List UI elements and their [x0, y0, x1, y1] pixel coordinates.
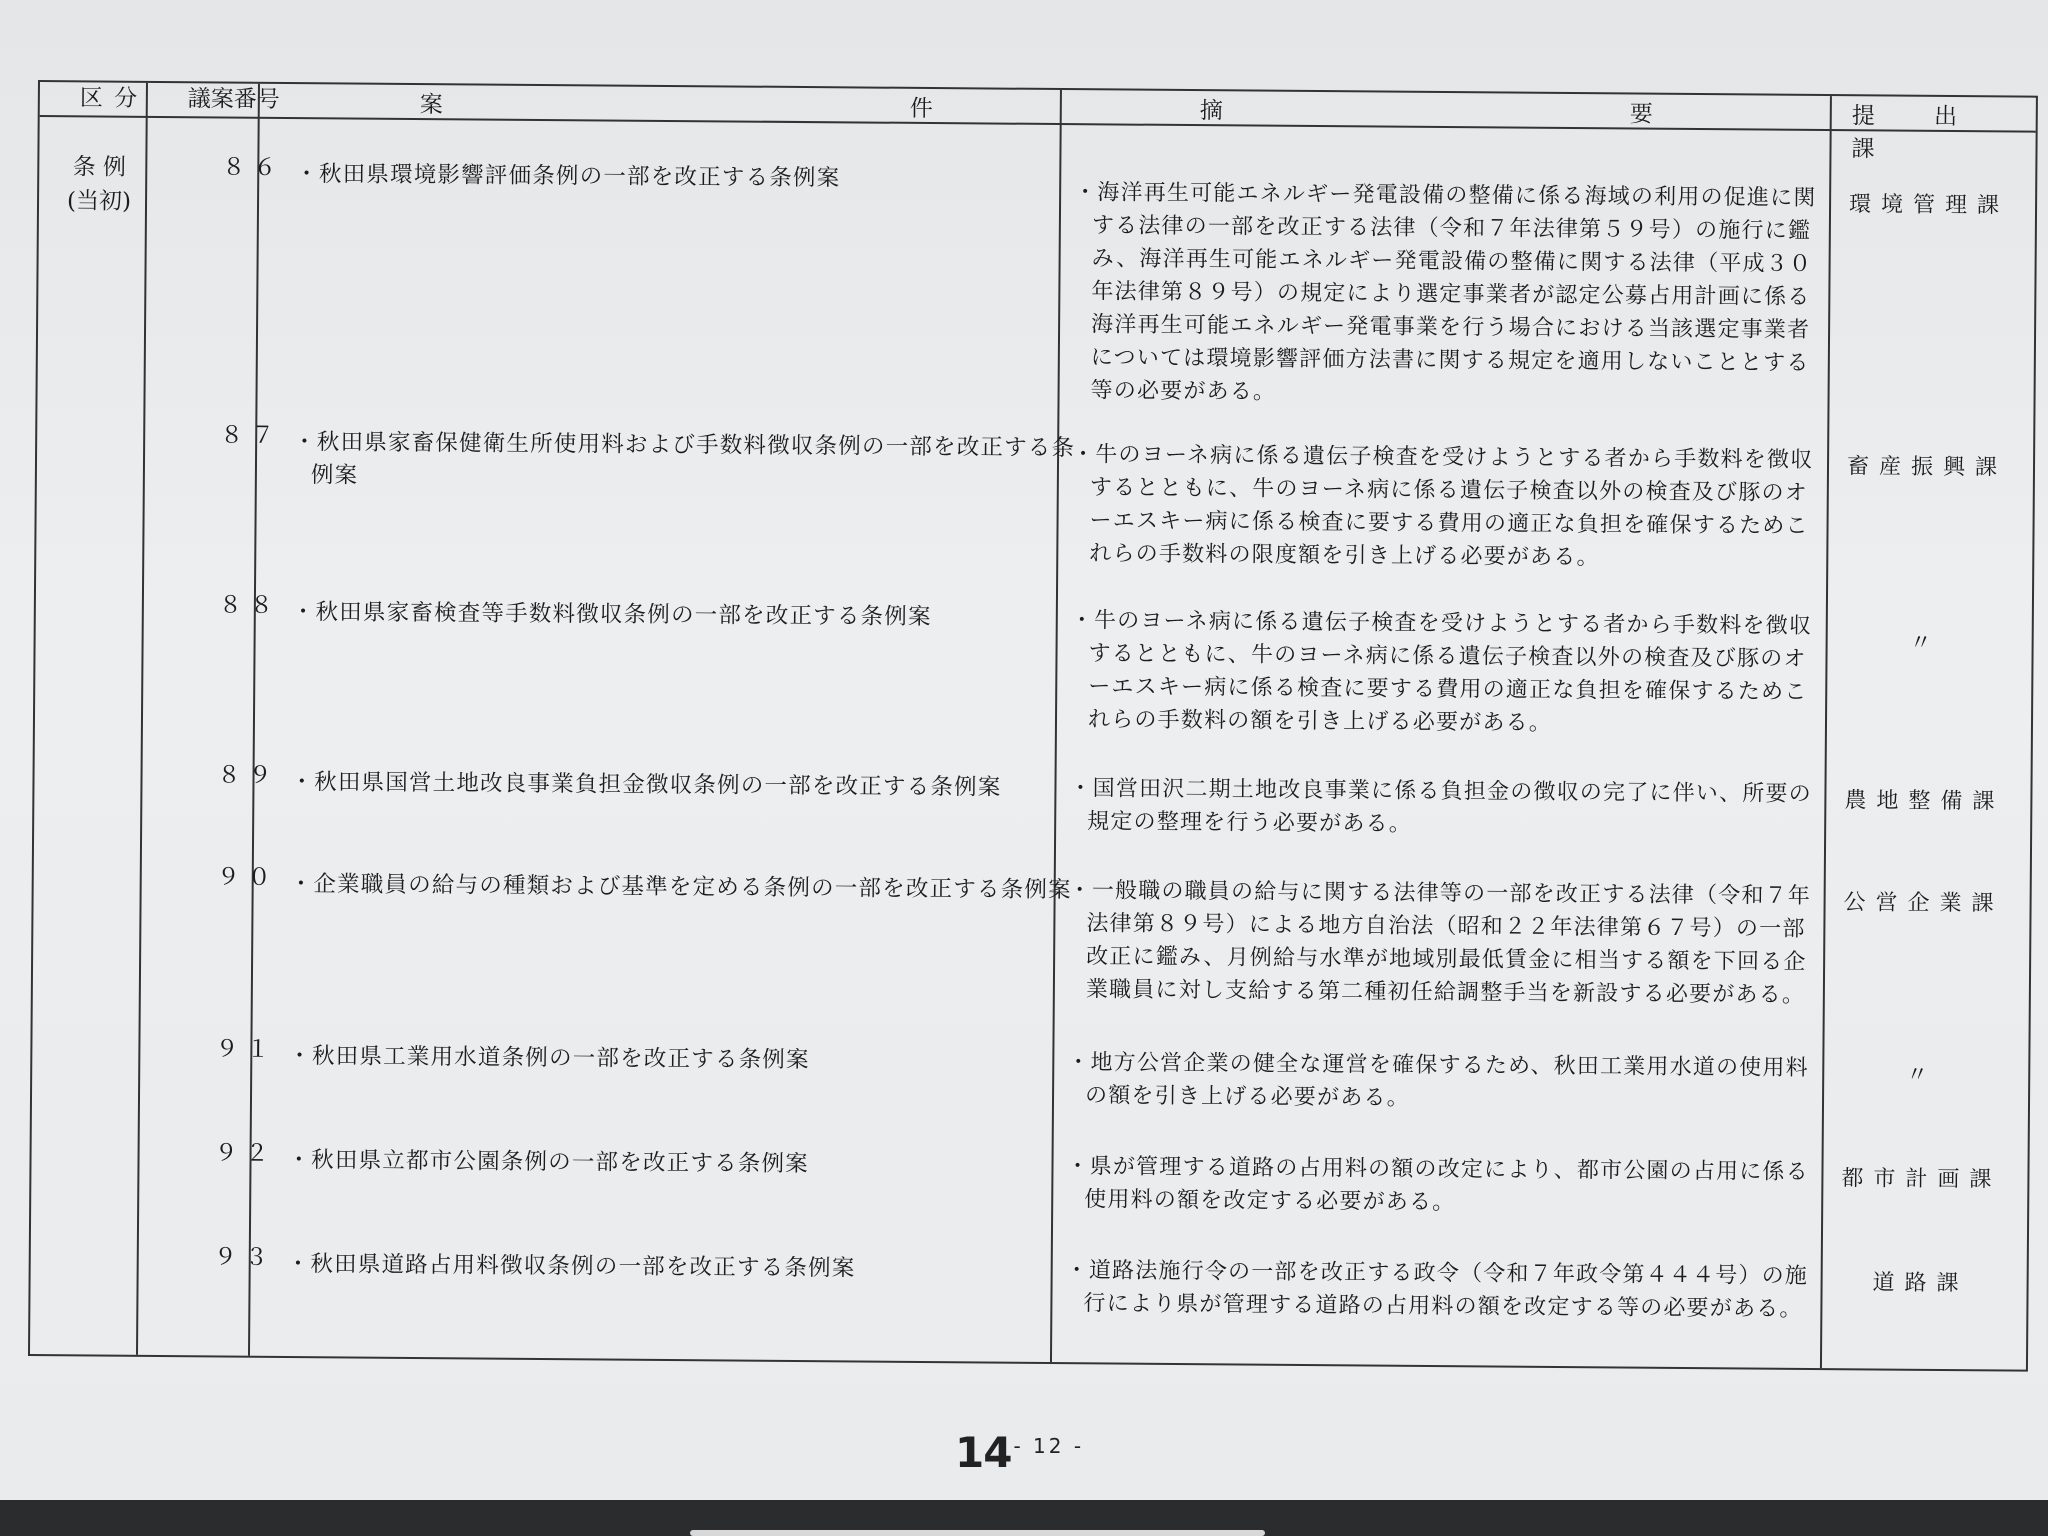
- bill-title: [292, 596, 1092, 635]
- bill-summary-text: ・地方公営企業の健全な運営を確保するため、秋田工業用水道の使用料の額を引き上げる必要がある。: [1067, 1050, 1809, 1111]
- bill-summary: [1072, 176, 1819, 413]
- bill-title: [290, 868, 1090, 907]
- column-rule: [1820, 96, 1832, 1368]
- department-cell: 環境管理課: [1848, 192, 2010, 219]
- department-cell: 都市計画課: [1841, 1166, 2002, 1193]
- department-cell: 公営企業課: [1843, 890, 2004, 917]
- header-rule: [40, 115, 2036, 133]
- bill-title: [287, 1144, 1087, 1183]
- bill-title-text: ・秋田県工業用水道条例の一部を改正する条例案: [288, 1042, 810, 1074]
- bill-number: ９２: [214, 1140, 277, 1167]
- page-number: [955, 1428, 1084, 1477]
- header-department: 提 出 課: [1851, 103, 1984, 163]
- bill-title-text: ・秋田県家畜保健衛生所使用料および手数料徴収条例の一部を改正する条例案: [293, 429, 1076, 489]
- category-cell: [59, 150, 140, 219]
- bill-summary-text: ・牛のヨーネ病に係る遺伝子検査を受けようとする者から手数料を徴収するとともに、牛のヨーネ病に係る遺伝子検査以外の検査及び豚のオーエスキー病に係る検査に要する費用の適正な負担を確保するためこれらの手数料の限度額を引き上げる必要がある。: [1071, 442, 1814, 571]
- header-summary-a: 摘: [1199, 98, 1225, 125]
- bill-title: [287, 1248, 1087, 1287]
- bill-title: [293, 426, 1093, 498]
- bill-summary: [1066, 1150, 1811, 1222]
- bill-number: ８７: [220, 422, 283, 449]
- department-cell: 畜産振興課: [1846, 454, 2008, 481]
- header-category: 区 分: [79, 85, 140, 112]
- bill-summary-text: ・県が管理する道路の占用料の額の改定により、都市公園の占用に係る使用料の額を改定する必要がある。: [1066, 1154, 1809, 1216]
- header-subject-a: 案: [419, 91, 445, 119]
- category-label: 条 例: [72, 154, 127, 181]
- bill-title: [295, 158, 1095, 197]
- department-cell: 〃: [1909, 630, 1942, 656]
- bill-summary-text: ・道路法施行令の一部を改正する政令（令和７年政令第４４４号）の施行により県が管理する道路の占用料の額を改定する等の必要がある。: [1065, 1258, 1809, 1322]
- header-bill-number: 議案番号: [187, 86, 280, 113]
- bill-number: ９３: [213, 1244, 276, 1271]
- screen-bottom-bar: [0, 1500, 2048, 1536]
- bill-title-text: ・秋田県立都市公園条例の一部を改正する条例案: [287, 1146, 810, 1178]
- bill-number: ９１: [215, 1036, 278, 1063]
- bill-title-text: ・秋田県家畜検査等手数料徴収条例の一部を改正する条例案: [291, 599, 932, 631]
- bill-summary: [1070, 604, 1816, 742]
- bill-title: [288, 1040, 1088, 1079]
- header-summary-b: 要: [1629, 101, 1655, 128]
- bill-summary-text: ・牛のヨーネ病に係る遺伝子検査を受けようとする者から手数料を徴収するとともに、牛のヨーネ病に係る遺伝子検査以外の検査及び豚のオーエスキー病に係る検査に要する費用の適正な負担を確保するためこれらの手数料の額を引き上げる必要がある。: [1070, 608, 1813, 736]
- bill-number: ８９: [217, 762, 280, 789]
- bill-title-text: ・秋田県道路占用料徴収条例の一部を改正する条例案: [286, 1250, 856, 1282]
- department-cell: 道路課: [1872, 1270, 1969, 1297]
- bill-title: [290, 766, 1090, 805]
- column-rule: [136, 83, 148, 1355]
- bill-table: [28, 80, 2038, 1372]
- handwritten-page-number: 14: [955, 1428, 1012, 1477]
- bill-summary: [1071, 438, 1817, 576]
- category-sub-label: (当初): [66, 188, 132, 215]
- header-subject-b: 件: [909, 95, 935, 123]
- bill-summary-text: ・一般職の職員の給与に関する法律等の一部を改正する法律（令和７年法律第８９号）による地方自治法（昭和２２年法律第６７号）の一部改正に鑑み、月例給与水準が地域別最低賃金に相当する額を下回る企業職員に対し支給する第二種初任給調整手当を新設する必要がある。: [1068, 878, 1812, 1008]
- department-cell: 〃: [1906, 1062, 1939, 1088]
- bill-summary: [1065, 1254, 1810, 1326]
- bill-title-text: ・秋田県環境影響評価条例の一部を改正する条例案: [295, 161, 841, 192]
- bill-summary: [1069, 772, 1814, 844]
- bill-summary: [1067, 1046, 1812, 1118]
- bill-summary-text: ・海洋再生可能エネルギー発電設備の整備に係る海域の利用の促進に関する法律の一部を改正する法律（令和７年法律第５９号）の施行に鑑み、海洋再生可能エネルギー発電設備の整備に関する法律（平成３０年法律第８９号）の規定により選定事業者が認定公募占用計画に係る海洋再生可能エネルギー発電事業を行う場合における当該選定事業者については環境影響評価方法書に関する規定を適用しないこととする等の必要がある。: [1074, 180, 1817, 405]
- bill-number: ９０: [216, 864, 279, 891]
- bill-number: ８８: [218, 592, 281, 619]
- bill-title-text: ・秋田県国営土地改良事業負担金徴収条例の一部を改正する条例案: [290, 769, 1002, 801]
- home-indicator[interactable]: [690, 1530, 1265, 1536]
- bill-summary: [1068, 874, 1814, 1012]
- department-cell: 農地整備課: [1844, 788, 2005, 815]
- bill-title-text: ・企業職員の給与の種類および基準を定める条例の一部を改正する条例案: [289, 871, 1072, 904]
- bill-summary-text: ・国営田沢二期土地改良事業に係る負担金の徴収の完了に伴い、所要の規定の整理を行う必要がある。: [1069, 776, 1812, 837]
- printed-page-number: - 12 -: [1013, 1434, 1085, 1458]
- bill-number: ８６: [222, 154, 285, 181]
